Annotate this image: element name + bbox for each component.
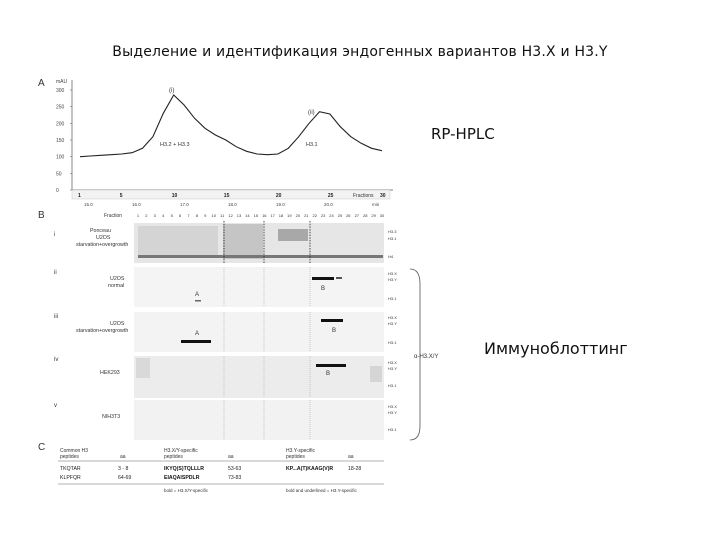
blot-iv-membrane (134, 356, 384, 398)
table-cell: 53-63 (228, 466, 242, 472)
row-roman-ii: ii (54, 270, 57, 276)
lane-number: 23 (320, 213, 326, 218)
blot-ii-band-b (312, 277, 334, 280)
lane-number: 2 (145, 213, 148, 218)
fraction-tick-label: 15 (223, 193, 230, 199)
row-label-i-3: starvation+overgrowth (76, 242, 129, 248)
marker-iii-1: H3.X (388, 315, 397, 320)
band-label-iv-b: B (326, 371, 331, 377)
y-tick-label: 0 (56, 188, 59, 194)
lane-number: 3 (153, 213, 156, 218)
marker-iv-2: H3.Y (388, 366, 397, 371)
fraction-tick-label: 25 (327, 193, 334, 199)
y-tick-label: 150 (56, 138, 65, 144)
slide-title: Выделение и идентификация эндогенных вариантов Н3.X и Н3.Y (112, 44, 608, 60)
peak-label-i: (i) (169, 88, 175, 94)
band-label-ii-a: A (195, 292, 200, 298)
lane-number: 6 (178, 213, 182, 218)
row-label-i-2: U2OS (96, 235, 111, 241)
marker-iv-1: H3.X (388, 360, 397, 365)
lane-number: 17 (270, 213, 275, 218)
lane-number: 30 (379, 213, 385, 218)
lane-number: 24 (329, 213, 334, 218)
marker-i-h33: H3.3 (388, 229, 397, 234)
note-immunoblot: Иммуноблоттинг (484, 339, 628, 358)
marker-v-3: H3.1 (388, 427, 397, 432)
blot-i-stain-1 (138, 226, 218, 256)
fraction-header-label: Fraction (104, 213, 123, 219)
row-label-ii-1: U2OS (110, 276, 125, 282)
y-tick-label: 100 (56, 154, 65, 161)
fraction-tick-label: 20 (275, 193, 282, 199)
time-tick-label: 18.0 (228, 202, 237, 207)
y-tick-label: 200 (56, 121, 65, 128)
table-header-xy: H3.X/Y-specific (164, 448, 198, 454)
blot-i-band-h4 (138, 255, 383, 258)
table-header-aa-1: aa (120, 454, 126, 460)
lane-number: 9 (204, 213, 207, 218)
lane-number: 12 (228, 213, 233, 218)
time-tick-label: 20.0 (324, 202, 333, 207)
band-label-iii-a: A (195, 331, 200, 337)
blot-iv-smudge-2 (370, 366, 382, 382)
row-label-iii-1: U2OS (110, 321, 125, 327)
lane-number: 19 (287, 213, 292, 218)
blot-v-membrane (134, 400, 384, 440)
peak-label-ii: (ii) (308, 110, 315, 116)
marker-i-h31: H3.1 (388, 236, 397, 241)
blot-ii-membrane (134, 267, 384, 307)
row-roman-v: v (54, 403, 57, 409)
panel-b-letter: B (38, 210, 45, 221)
time-tick-label: 16.0 (132, 202, 141, 207)
lane-number: 11 (220, 213, 225, 218)
lane-number: 25 (337, 213, 343, 218)
row-label-iii-2: starvation+overgrowth (76, 328, 129, 334)
band-label-ii-b: B (321, 286, 326, 292)
region-label-h31: H3.1 (306, 142, 318, 148)
blot-i-stain-2 (223, 224, 263, 259)
antibody-label: α-H3.X/Y (414, 354, 439, 360)
blot-iii-band-b (321, 319, 343, 322)
table-header-common: Common H3 (60, 448, 89, 454)
row-label-ii-2: normal (108, 283, 125, 289)
region-label-h32-h33: H3.2 + H3.3 (160, 142, 190, 148)
table-cell: 18-28 (348, 466, 362, 472)
table-header-common-2: peptides (60, 454, 79, 460)
table-cell: IKYQ(S)TQLLLR (164, 466, 205, 472)
figure (38, 74, 439, 506)
lane-number: 21 (304, 213, 309, 218)
lane-number: 5 (170, 213, 173, 218)
time-tick-label: 17.0 (180, 202, 189, 207)
marker-i-h4: H4 (388, 254, 394, 259)
blot-ii-band-a (195, 300, 201, 302)
lane-number: 27 (354, 213, 360, 218)
table-footnote-2: bold and underlined = H3.Y-specific (286, 488, 357, 493)
lane-number: 22 (312, 213, 317, 218)
blot-ii-band-b2 (336, 277, 342, 279)
lane-number: 4 (162, 213, 165, 218)
table-header-xy-2: peptides (164, 454, 183, 460)
marker-iv-3: H3.1 (388, 383, 397, 388)
lane-number: 13 (236, 213, 242, 218)
blot-i-stain-3 (278, 229, 308, 241)
marker-ii-3: H3.1 (388, 296, 397, 301)
marker-ii-1: H3.X (388, 271, 397, 276)
table-header-aa-3: aa (348, 454, 354, 460)
lane-number: 16 (261, 213, 267, 218)
lane-number: 1 (136, 213, 140, 218)
fraction-tick-label: 5 (119, 193, 123, 199)
panel-a-letter: A (38, 78, 45, 89)
row-label-iv: HEK293 (100, 370, 120, 376)
y-tick-label: 300 (56, 88, 65, 94)
table-header-aa-2: aa (228, 454, 234, 460)
marker-iii-2: H3.Y (388, 321, 397, 326)
y-tick-label: 50 (56, 171, 62, 178)
note-hplc: RP-HPLC (431, 125, 495, 143)
fraction-tick-label: 1 (78, 193, 81, 199)
band-label-iii-b: B (332, 328, 337, 334)
marker-ii-2: H3.Y (388, 277, 397, 282)
lane-number: 15 (253, 213, 259, 218)
lane-number: 28 (362, 213, 368, 218)
row-label-i-1: Ponceau (90, 228, 111, 234)
table-footnote-1: bold = H3.X/Y-specific (164, 488, 208, 493)
lane-number: 26 (346, 213, 351, 218)
y-unit-label: mAU (56, 79, 68, 85)
table-cell: 3 - 8 (118, 466, 129, 472)
row-roman-i: i (54, 232, 56, 238)
blot-iv-smudge-1 (136, 358, 150, 378)
blot-iv-band-b (316, 364, 346, 367)
table-cell: 73-83 (228, 475, 242, 481)
marker-v-1: H3.X (388, 404, 397, 409)
time-tick-label: 19.0 (276, 202, 285, 207)
lane-number: 7 (187, 213, 190, 218)
marker-iii-3: H3.1 (388, 340, 397, 345)
fraction-tick-label: 30 (380, 193, 386, 199)
table-cell: TKQTAR (60, 466, 81, 472)
fraction-tick-label: 10 (171, 193, 178, 199)
table-header-y-2: peptides (286, 454, 305, 460)
table-cell: EIAQAISPDLR (164, 475, 200, 481)
blot-iii-band-a (181, 340, 211, 343)
y-tick-label: 250 (56, 104, 65, 111)
marker-v-2: H3.Y (388, 410, 397, 415)
lane-number: 20 (295, 213, 301, 218)
time-tick-label: min (372, 202, 380, 207)
lane-number: 18 (278, 213, 284, 218)
lane-number: 14 (245, 213, 250, 218)
row-roman-iv: iv (54, 357, 59, 363)
table-cell: 64-69 (118, 475, 132, 481)
table-cell: KP...A(T)KAAG(V)R (286, 466, 334, 472)
row-label-v: NIH3T3 (102, 414, 121, 420)
table-cell: KLPFQR (60, 475, 81, 481)
row-roman-iii: iii (54, 314, 58, 320)
lane-number: 8 (195, 213, 199, 218)
lane-number: 10 (211, 213, 216, 218)
table-header-y: H3.Y-specific (286, 448, 315, 454)
fractions-label: Fractions (353, 193, 374, 199)
time-tick-label: 15.0 (84, 202, 93, 207)
lane-number: 29 (371, 213, 376, 218)
blot-iii-membrane (134, 312, 384, 352)
panel-c-letter: C (38, 442, 46, 453)
